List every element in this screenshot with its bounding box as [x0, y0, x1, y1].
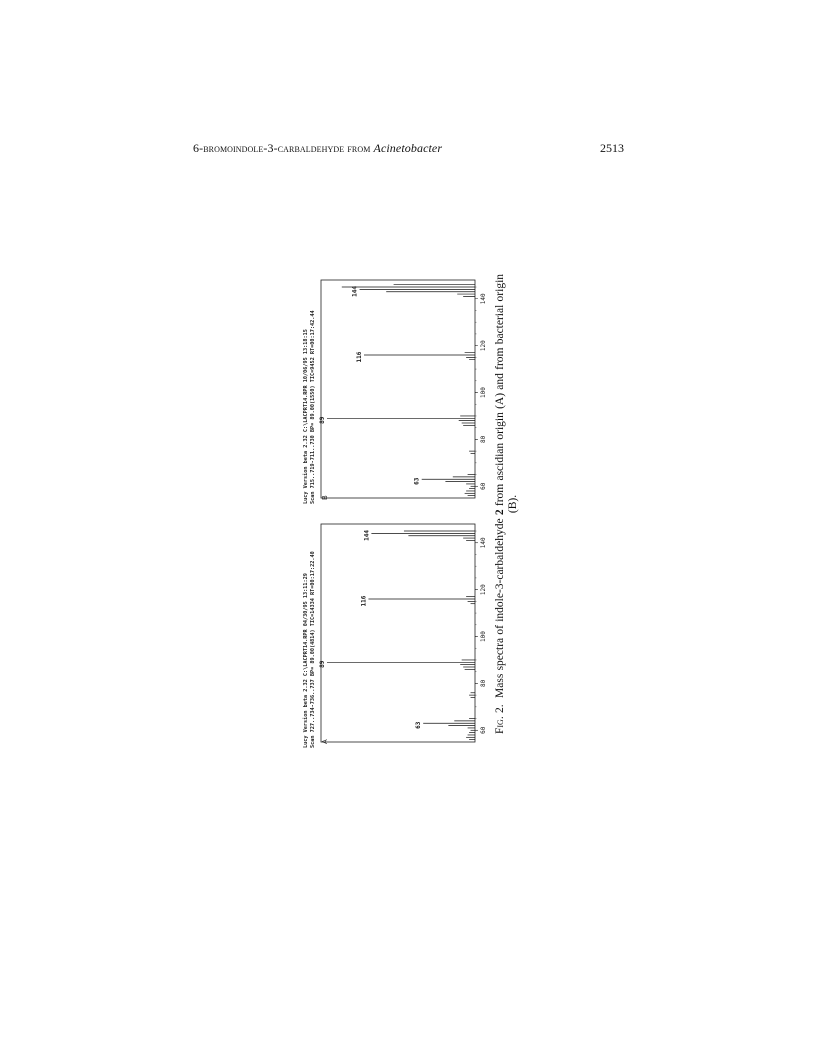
- panel-b-header-line1: Lucy Version beta 2.32 C:\LACPRT14.RPR 10/06/95 13:18:15: [303, 329, 309, 504]
- panel-b-peak-label-116: 116: [356, 351, 363, 363]
- panel-a-tick-label-140: 140: [480, 537, 487, 549]
- figure-2: [299, 266, 529, 754]
- page-number: 2513: [600, 141, 624, 155]
- panel-b-tick-label-140: 140: [480, 293, 487, 305]
- panel-b-letter: B: [322, 495, 329, 500]
- caption-figure-label: Fig. 2.: [494, 704, 506, 734]
- panel-a-peak-label-89: 89: [319, 660, 326, 668]
- running-head: [193, 141, 442, 156]
- panel-b-tick-label-60: 60: [480, 482, 487, 490]
- panel-a-tick-label-80: 80: [480, 679, 487, 688]
- panel-b-plot: [319, 280, 487, 498]
- caption-text-2: from ascidian origin (A) and from bacterial origin (B).: [494, 273, 519, 514]
- running-head-genus: Acinetobacter: [373, 141, 443, 155]
- figure-caption: [494, 274, 520, 734]
- panel-a-tick-label-100: 100: [480, 631, 487, 642]
- caption-text-1: Mass spectra of indole-3-carbaldehyde: [494, 515, 506, 698]
- panel-a-tick-label-60: 60: [480, 726, 487, 734]
- running-head-title: 6-bromoindole-3-carbaldehyde from: [193, 141, 374, 155]
- panel-a-peak-label-63: 63: [415, 721, 423, 729]
- panel-b-frame: [321, 280, 475, 498]
- panel-a-header-line1: Lucy Version beta 2.32 C:\LACPRT14.RPR 04/30/95 13:11:29: [303, 573, 309, 748]
- panel-a-plot: [319, 524, 487, 742]
- panel-b-tick-label-80: 80: [480, 435, 487, 444]
- panel-b-tick-label-100: 100: [480, 387, 487, 398]
- panel-b-peak-label-144: 144: [351, 285, 359, 297]
- panel-a-letter: A: [322, 739, 329, 744]
- caption-compound-number: 2: [494, 509, 506, 516]
- panel-b-tick-label-120: 120: [480, 340, 487, 352]
- panel-a-peak-label-116: 116: [360, 595, 368, 607]
- panel-a-frame: [321, 524, 475, 742]
- panel-b-header-line2: Scan 715..719-711..730 BP= 89.00(1550) TIC=9452 RT=00:17:42.44: [310, 310, 316, 504]
- panel-a-tick-label-120: 120: [480, 584, 487, 596]
- panel-a-header-line2: Scan 727..734-736..737 BP= 89.00(4814) TIC=14334 RT=00:17:22.40: [310, 551, 316, 748]
- panel-b-peak-label-89: 89: [319, 416, 326, 424]
- panel-b-peak-label-63: 63: [413, 477, 421, 485]
- panel-a-peak-label-144: 144: [363, 529, 371, 541]
- mass-spectra-figure: [299, 266, 489, 754]
